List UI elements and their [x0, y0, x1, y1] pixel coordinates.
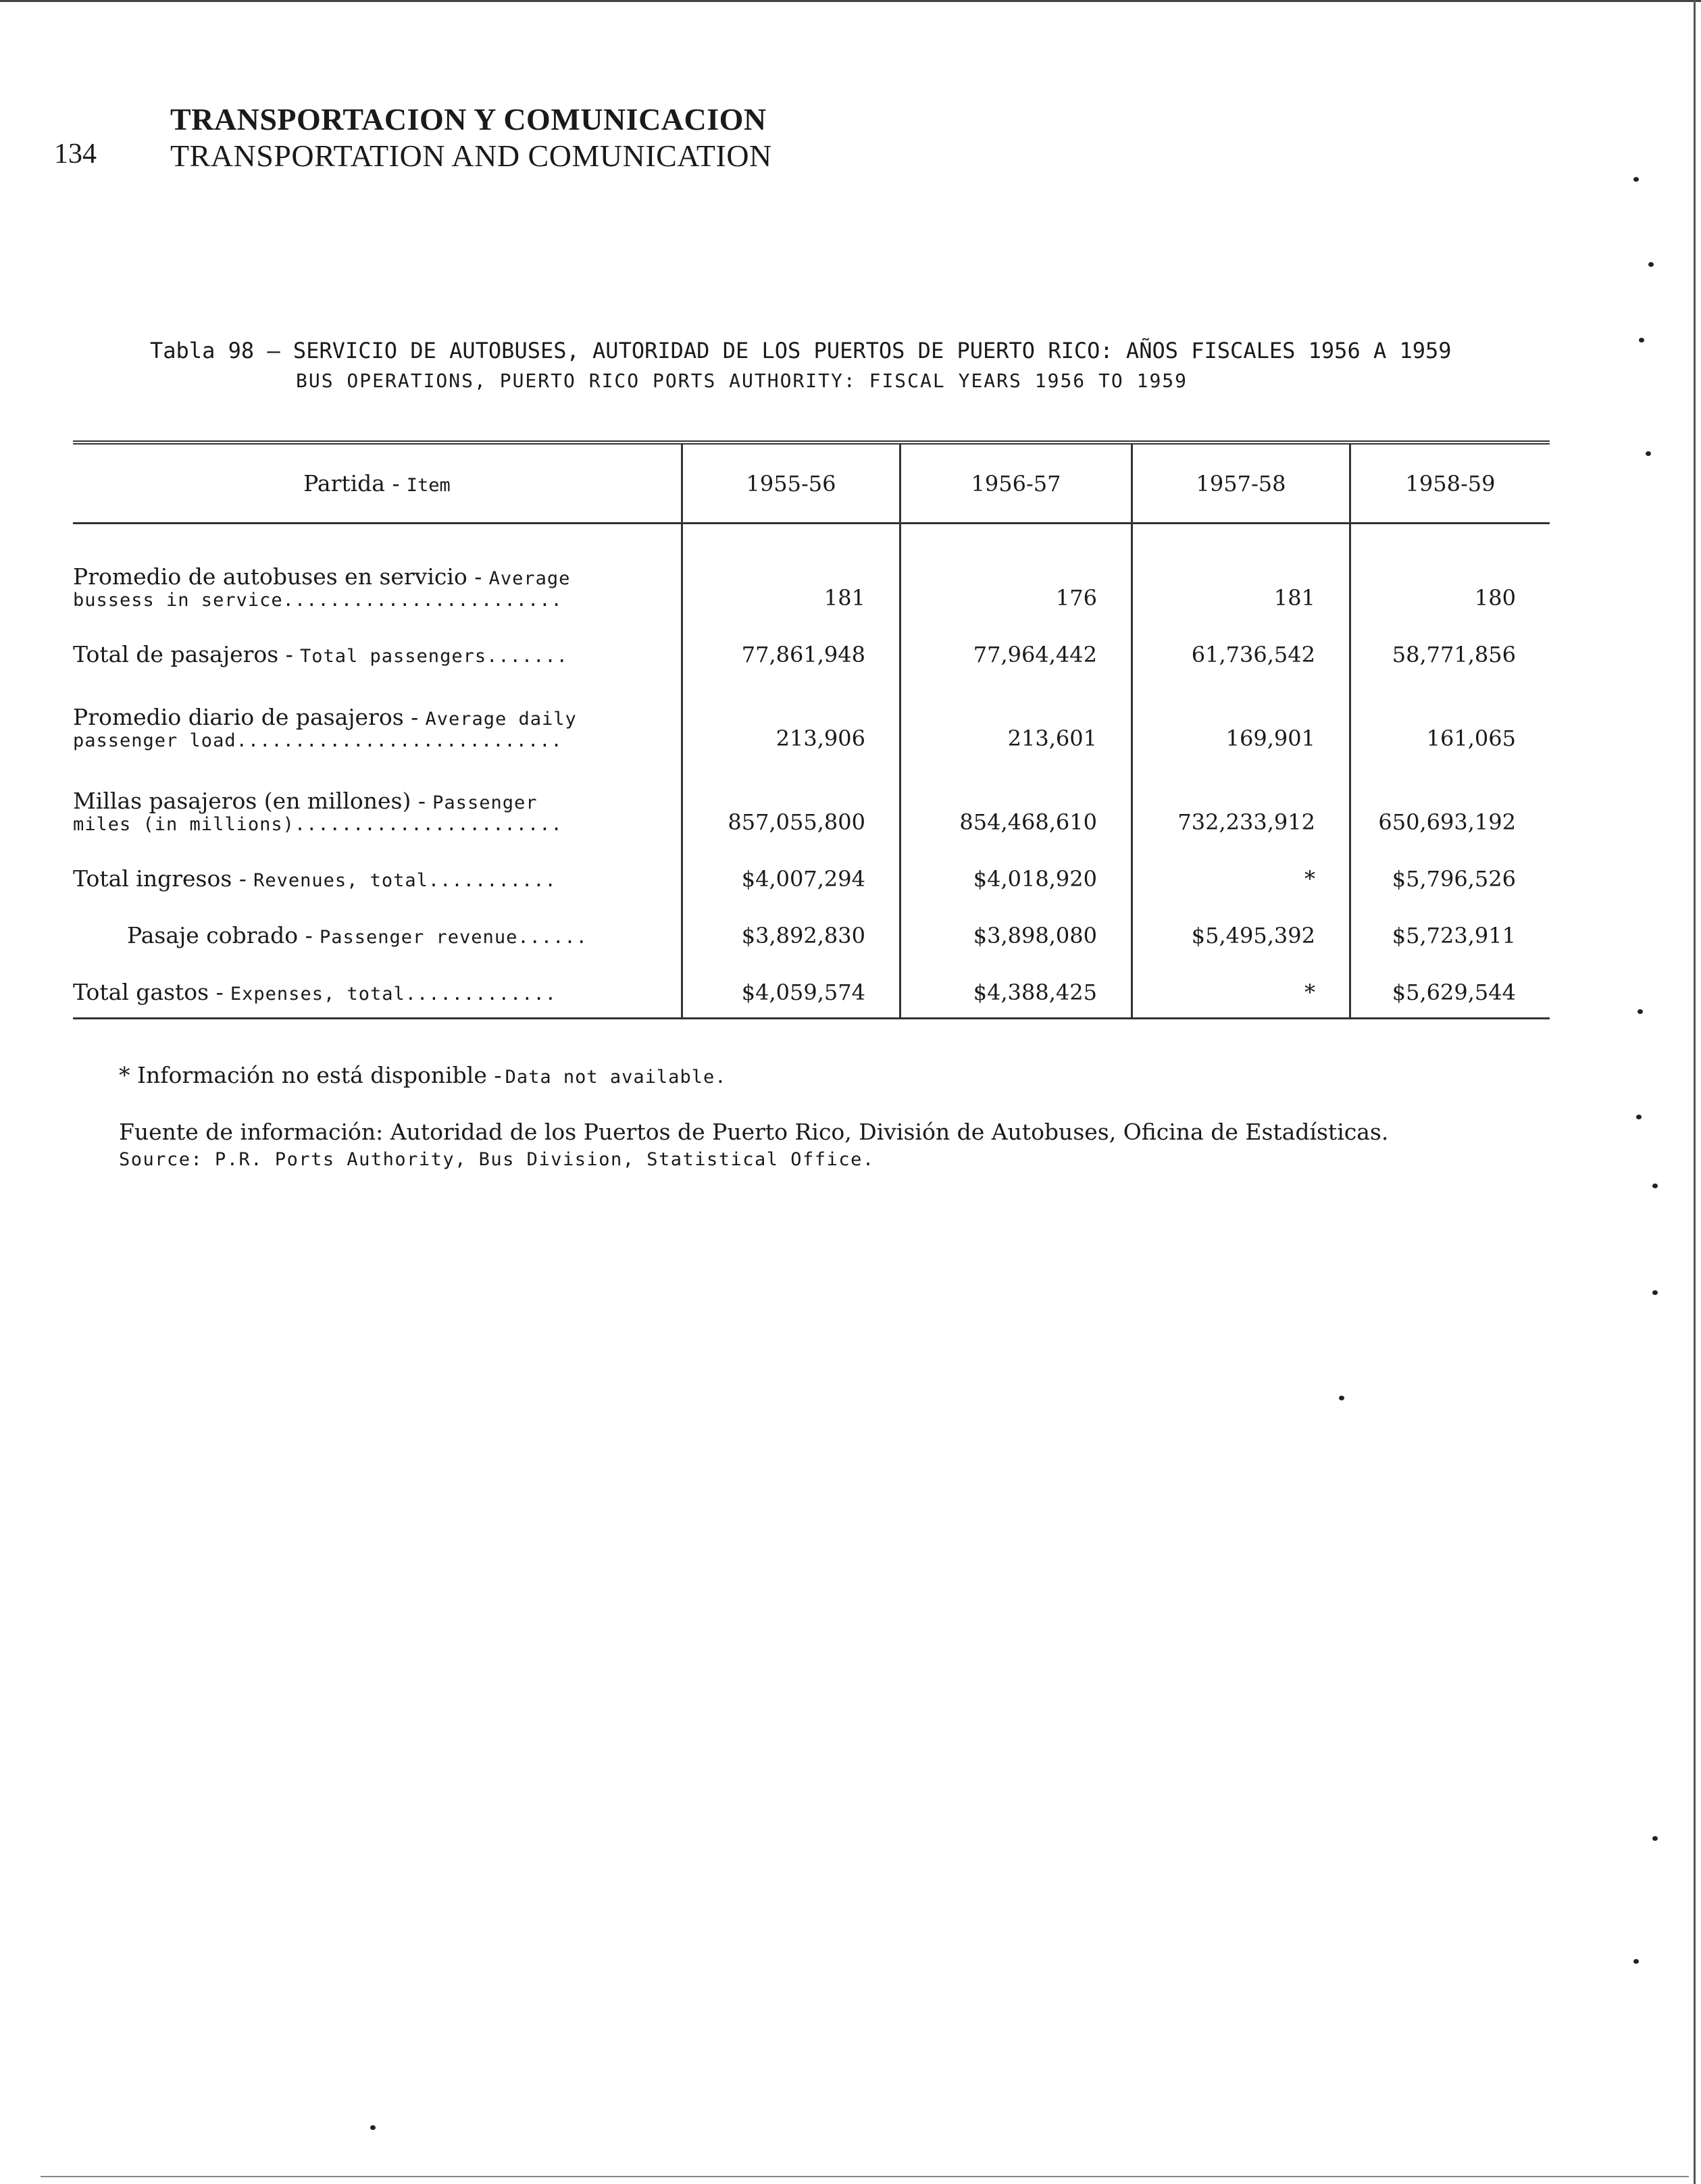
- scan-speck: [1633, 1959, 1639, 1964]
- table-row: [73, 892, 1550, 948]
- scan-speck: [1637, 1009, 1643, 1014]
- row-label: Total ingresos - Revenues, total...........: [73, 865, 557, 892]
- table-cell: $5,796,526: [1350, 835, 1550, 892]
- table-cell: *: [1132, 835, 1350, 892]
- header-year: 1955-56: [682, 442, 900, 524]
- table-cell: 176: [900, 524, 1132, 611]
- scan-speck: [1639, 338, 1644, 342]
- page-number: 134: [54, 138, 97, 170]
- table-cell: 61,736,542: [1132, 611, 1350, 667]
- scan-speck: [1648, 262, 1654, 267]
- table-cell: 77,861,948: [682, 611, 900, 667]
- table-cell: 181: [1132, 524, 1350, 611]
- row-label: Promedio diario de pasajeros - Average daily passenger load............................: [73, 704, 577, 751]
- bus-operations-table: [73, 440, 1550, 1019]
- header-year: 1958-59: [1350, 442, 1550, 524]
- section-title-en: TRANSPORTATION AND COMUNICATION: [170, 138, 772, 173]
- table-row: [73, 751, 1550, 835]
- table-cell: $5,629,544: [1350, 948, 1550, 1019]
- page-edge-bottom: [41, 2176, 1689, 2177]
- table-cell: 854,468,610: [900, 751, 1132, 835]
- table-cell: $3,892,830: [682, 892, 900, 948]
- table-cell: *: [1132, 948, 1350, 1019]
- table-cell: $4,059,574: [682, 948, 900, 1019]
- page-edge-right: [1694, 0, 1696, 2184]
- row-label: Millas pasajeros (en millones) - Passenger miles (in millions).......................: [73, 788, 563, 835]
- table-cell: 58,771,856: [1350, 611, 1550, 667]
- table-cell: 180: [1350, 524, 1550, 611]
- table-cell: 857,055,800: [682, 751, 900, 835]
- row-label: Promedio de autobuses en servicio - Average bussess in service........................: [73, 563, 571, 611]
- scan-speck: [1652, 1836, 1658, 1841]
- table-cell: 181: [682, 524, 900, 611]
- header-year: 1957-58: [1132, 442, 1350, 524]
- scan-speck: [1633, 177, 1639, 182]
- table-cell: 732,233,912: [1132, 751, 1350, 835]
- table-cell: 213,906: [682, 667, 900, 751]
- section-title-es: TRANSPORTACION Y COMUNICACION: [170, 102, 767, 136]
- footnote: * Información no está disponible - Data not available.: [119, 1062, 727, 1088]
- table-cell: $3,898,080: [900, 892, 1132, 948]
- table-cell: 169,901: [1132, 667, 1350, 751]
- table-cell: 77,964,442: [900, 611, 1132, 667]
- table-row: [73, 835, 1550, 892]
- table-title-en: BUS OPERATIONS, PUERTO RICO PORTS AUTHORITY: FISCAL YEARS 1956 TO 1959: [296, 370, 1188, 392]
- table-cell: 650,693,192: [1350, 751, 1550, 835]
- table-cell: $4,388,425: [900, 948, 1132, 1019]
- scan-speck: [1339, 1396, 1344, 1400]
- header-year: 1956-57: [900, 442, 1132, 524]
- source-en: Source: P.R. Ports Authority, Bus Division, Statistical Office.: [119, 1149, 875, 1170]
- table-cell: $5,723,911: [1350, 892, 1550, 948]
- table-header-row: [73, 442, 1550, 524]
- scan-speck: [1636, 1115, 1642, 1119]
- table-cell: $5,495,392: [1132, 892, 1350, 948]
- scan-speck: [1646, 451, 1651, 456]
- table-cell: $4,018,920: [900, 835, 1132, 892]
- table-cell: 161,065: [1350, 667, 1550, 751]
- table-row: [73, 948, 1550, 1019]
- source-note: [119, 1119, 1388, 1170]
- table-title-es: Tabla 98 – SERVICIO DE AUTOBUSES, AUTORIDAD DE LOS PUERTOS DE PUERTO RICO: AÑOS FISCALES 1956 A 1959: [150, 338, 1452, 363]
- header-item: Partida - Item: [303, 470, 451, 497]
- row-label: Pasaje cobrado - Passenger revenue......: [127, 922, 588, 948]
- row-label: Total gastos - Expenses, total.............: [73, 948, 682, 1019]
- scan-speck: [370, 2125, 376, 2130]
- row-label: Total de pasajeros - Total passengers.......: [73, 641, 568, 667]
- table-cell: 213,601: [900, 667, 1132, 751]
- scan-speck: [1652, 1184, 1658, 1188]
- table-row: [73, 667, 1550, 751]
- table-row: [73, 611, 1550, 667]
- source-es: Fuente de información: Autoridad de los Puertos de Puerto Rico, División de Autobuses, Oficina de Estadísticas.: [119, 1119, 1389, 1145]
- table-row: [73, 524, 1550, 611]
- table-cell: $4,007,294: [682, 835, 900, 892]
- scan-speck: [1652, 1290, 1658, 1295]
- page-edge-top: [0, 0, 1701, 2]
